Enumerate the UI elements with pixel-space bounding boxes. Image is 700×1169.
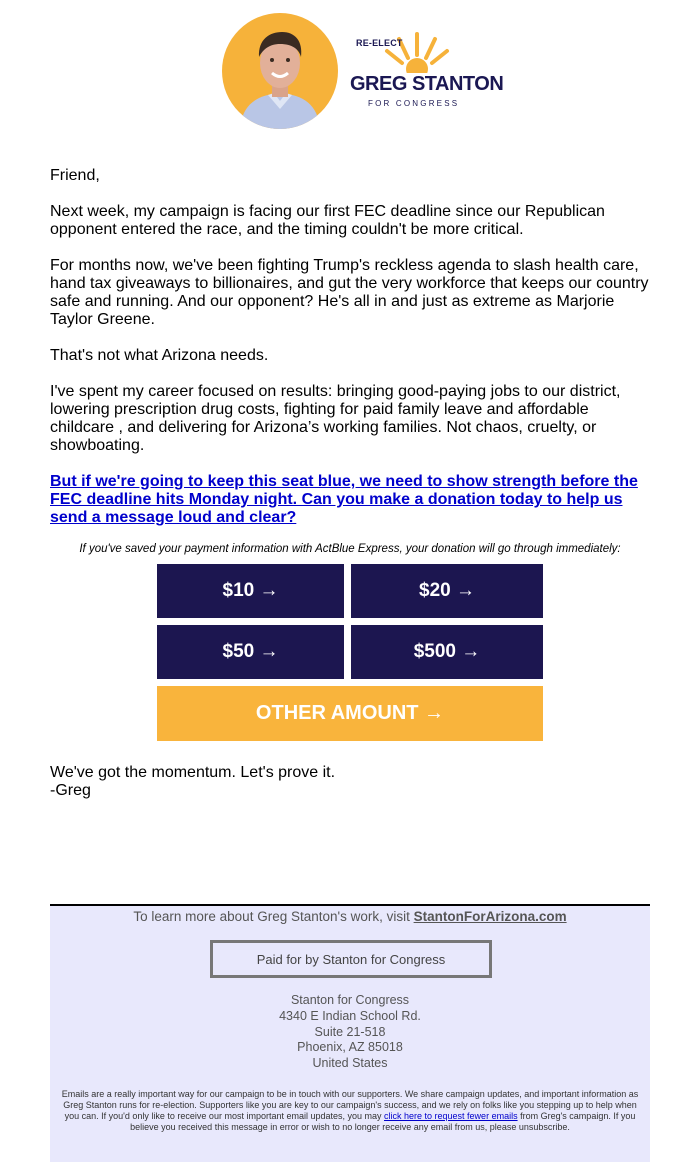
candidate-name: GREG STANTON — [350, 73, 504, 95]
learn-more-text: To learn more about Greg Stanton's work, visit — [133, 909, 414, 924]
paragraph-3: That's not what Arizona needs. — [50, 347, 269, 364]
email-footer — [50, 904, 650, 1162]
address-line: Phoenix, AZ 85018 — [297, 1040, 403, 1055]
signature: -Greg — [50, 782, 91, 799]
donate-50-button[interactable]: $50 → — [157, 625, 344, 679]
campaign-header — [222, 13, 504, 131]
donate-other-amount-button[interactable]: OTHER AMOUNT → — [157, 686, 543, 741]
email-body — [50, 167, 650, 545]
donate-cta-link[interactable]: But if we're going to keep this seat blue, we need to show strength before the FEC deadline hits Monday night. Can you make a donation today to help us send a message loud and clear? — [50, 473, 638, 526]
legal-text-end: from Greg's campaign. If you believe you received this message in error or wish to no longer receive any email from us, please unsubscribe. — [130, 1111, 636, 1132]
donate-20-button[interactable]: $20 → — [351, 564, 543, 618]
paragraph-2: For months now, we've been fighting Trump's reckless agenda to slash health care, hand tax giveaways to billionaires, and gut the very workforce that keeps our country safe and running. And our opponent? He's all in and just as extreme as Marjorie Taylor Greene. — [50, 257, 649, 328]
campaign-logo — [348, 31, 504, 115]
donate-500-button[interactable]: $500 → — [351, 625, 543, 679]
greeting: Friend, — [50, 167, 100, 184]
address-line: 4340 E Indian School Rd. — [279, 1008, 421, 1023]
for-congress-label: FOR CONGRESS — [368, 99, 460, 108]
address-line: Stanton for Congress — [290, 993, 410, 1007]
signoff — [50, 764, 335, 800]
signoff-line: We've got the momentum. Let's prove it. — [50, 764, 336, 781]
paid-for-box: Paid for by Stanton for Congress — [210, 940, 492, 978]
website-link[interactable]: StantonForArizona.com — [413, 909, 567, 924]
reelect-label: RE-ELECT — [356, 38, 403, 48]
mailing-address — [50, 993, 650, 1072]
legal-disclaimer — [60, 1089, 640, 1133]
actblue-note: If you've saved your payment information with ActBlue Express, your donation will go through immediately: — [79, 543, 621, 555]
donate-10-button[interactable]: $10 → — [157, 564, 344, 618]
learn-more-line — [50, 909, 650, 924]
paragraph-4: I've spent my career focused on results: bringing good-paying jobs to our district, lowering prescription drug costs, fighting for paid family leave and affordable childcare , and delivering for Arizona’s working families. Not chaos, cruelty, or showboating. — [50, 383, 621, 454]
paragraph-1: Next week, my campaign is facing our first FEC deadline since our Republican opponent entered the race, and the timing couldn't be more critical. — [50, 203, 605, 238]
legal-text: Emails are a really important way for our campaign to be in touch with our supporters. We share campaign updates, and important information as Greg Stanton runs for re-election. Supporters like you are key to our campaign's success, and we rely on folks like you stepping up to help when you can. If you'd only like to receive our most important email updates, you may — [61, 1089, 639, 1121]
address-line: Suite 21-518 — [314, 1024, 386, 1039]
fewer-emails-link[interactable]: click here to request fewer emails — [384, 1111, 518, 1121]
address-line: United States — [312, 1056, 388, 1071]
candidate-photo — [222, 13, 338, 129]
